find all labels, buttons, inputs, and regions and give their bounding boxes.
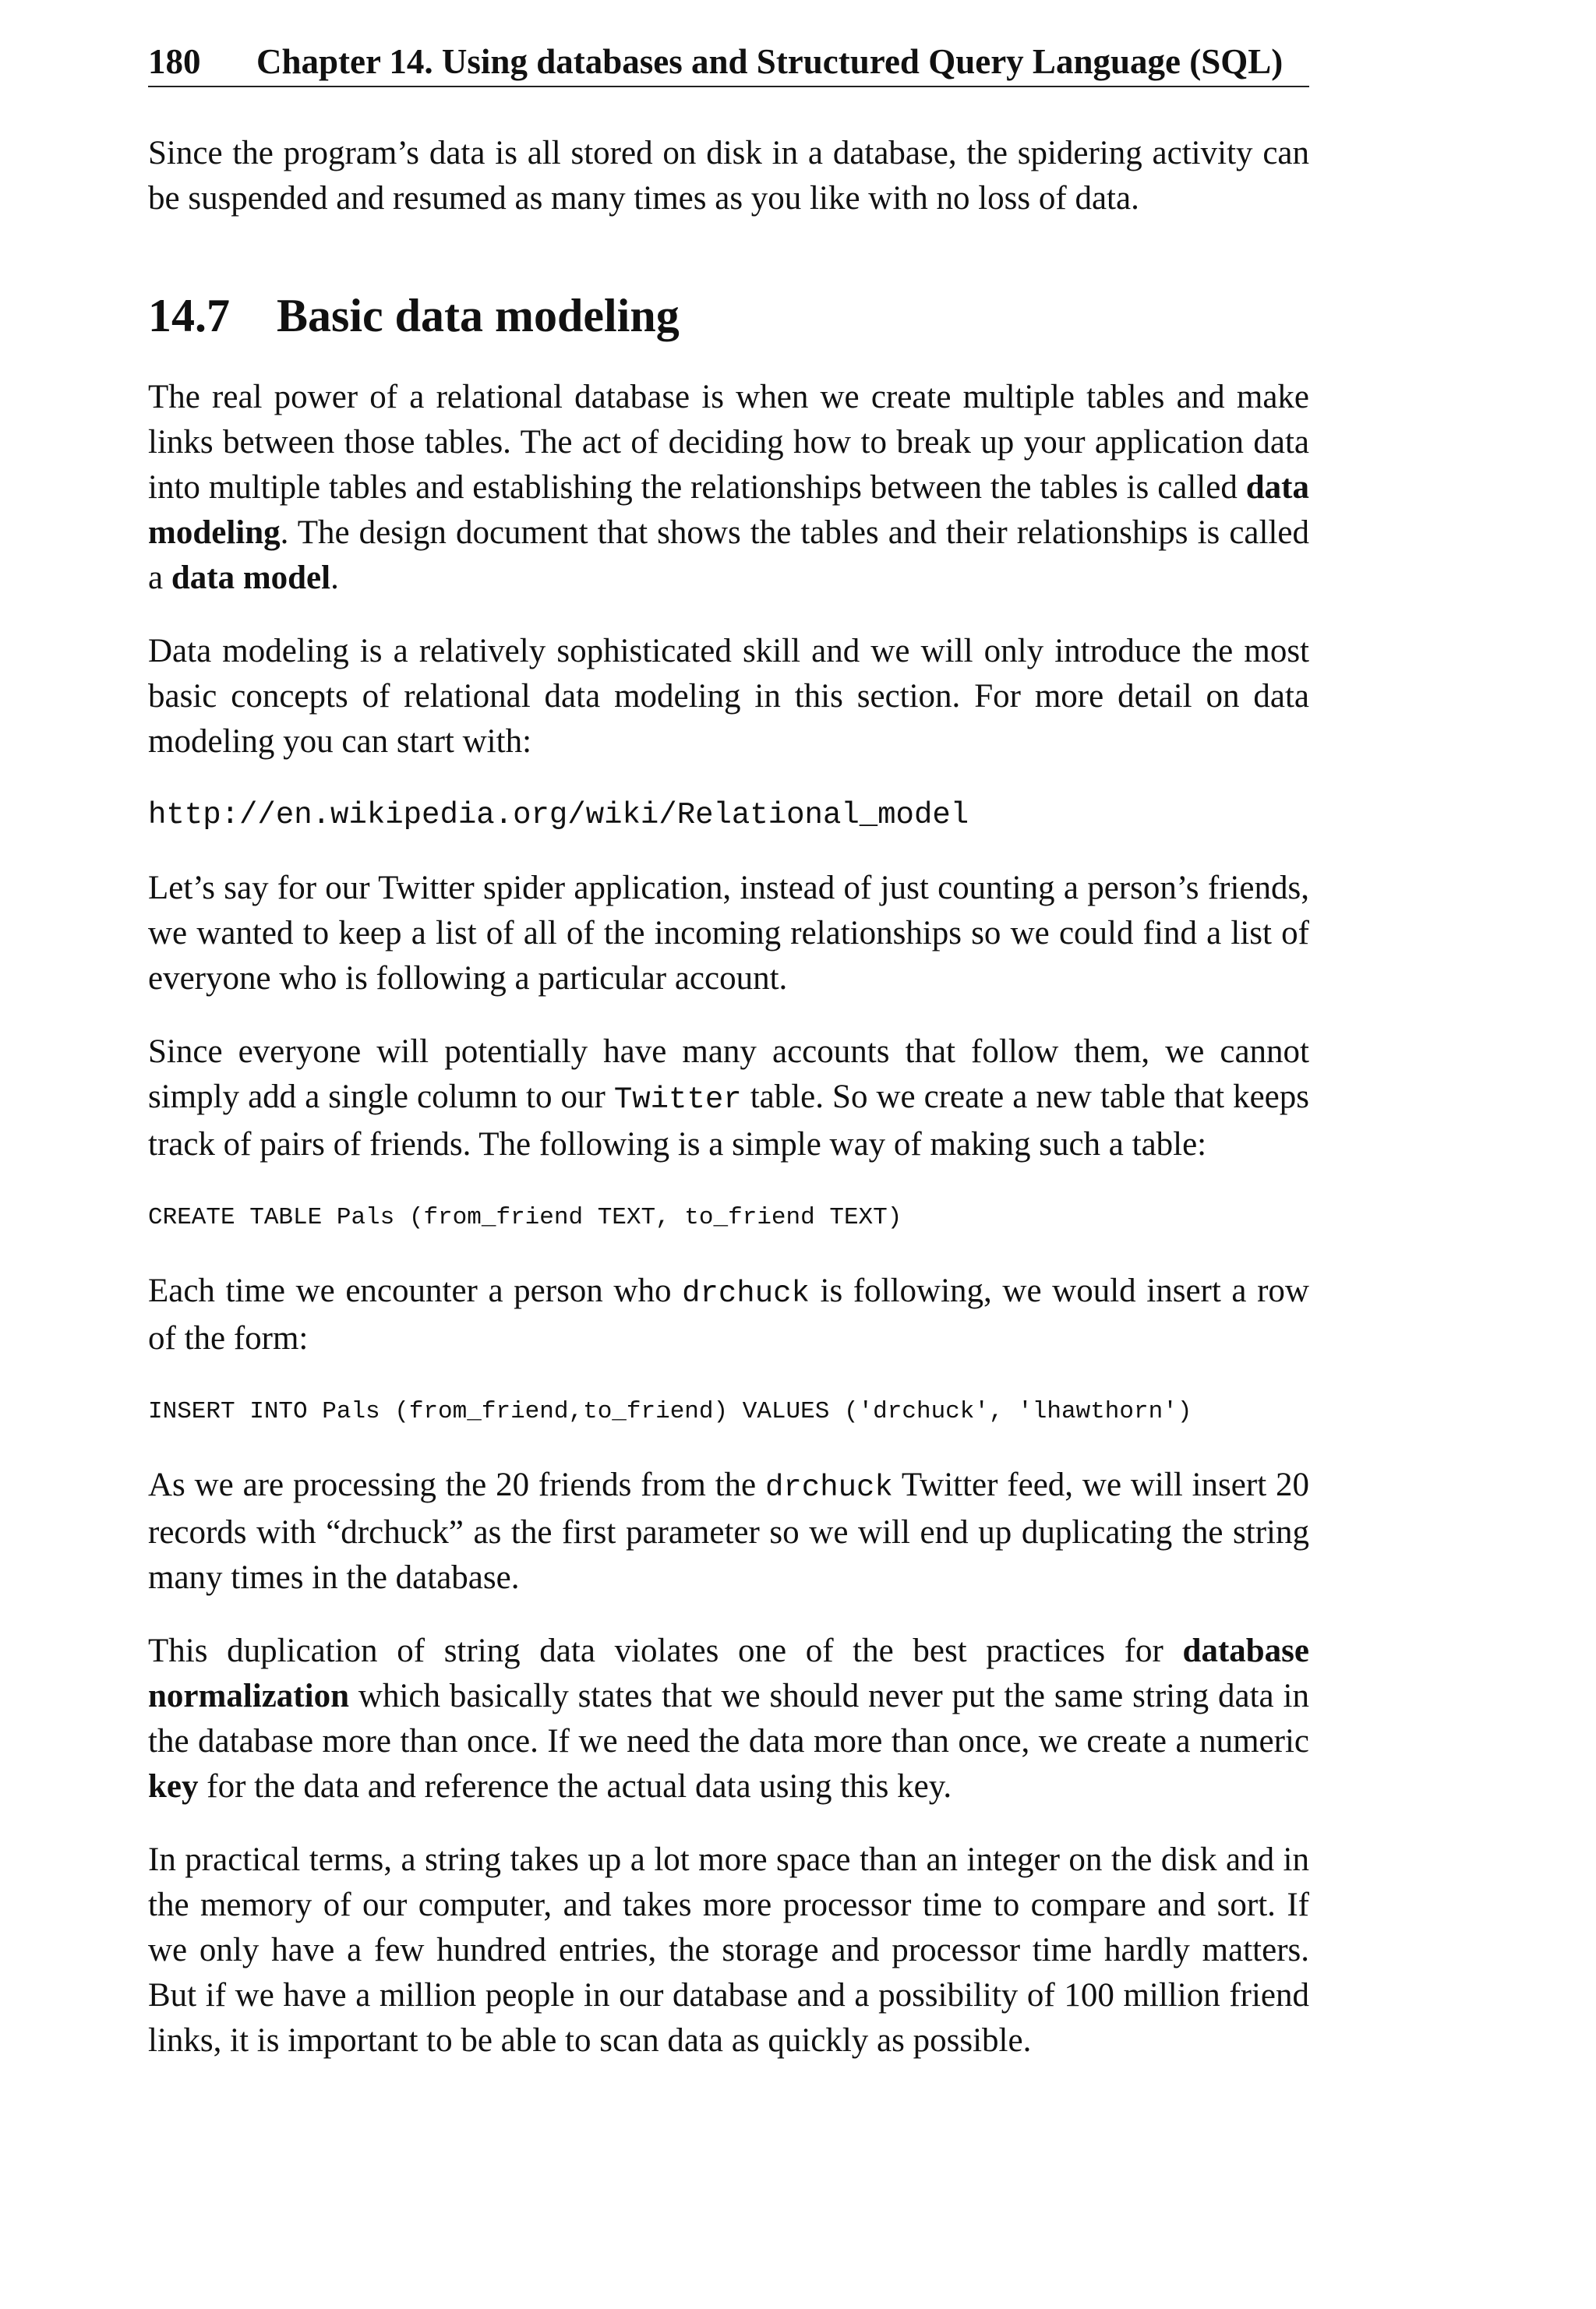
- section-number: 14.7: [148, 290, 230, 341]
- text-run: table. So we create a new table that keeps track of pairs of friends. The following is a simple way of making such a table:: [148, 1079, 1309, 1163]
- text-run: is following, we would insert a row of the form:: [148, 1273, 1309, 1357]
- text-run: Since everyone will potentially have many accounts that follow them, we cannot simply add a single column to our: [148, 1033, 1309, 1115]
- paragraph-normalization: [148, 1629, 1309, 1809]
- code-insert: INSERT INTO Pals (from_friend,to_friend) VALUES ('drchuck', 'lhawthorn'): [148, 1398, 1192, 1425]
- paragraph-practical-terms: In practical terms, a string takes up a lot more space than an integer on the disk and in the memory of our computer, and takes more processor time to compare and sort. If we only have a few hundred entries, the storage and processor time hardly matters. But if we have a million people in our database and a possibility of 100 million friend links, it is important to be able to scan data as quickly as possible.: [148, 1841, 1309, 2059]
- page-body: [148, 131, 1309, 2092]
- paragraph-twitter-spider: Let’s say for our Twitter spider application, instead of just counting a person’s friends, we wanted to keep a list of all of the incoming relationships so we could find a list of everyone who is following a particular account.: [148, 870, 1309, 997]
- paragraph-processing-friends: [148, 1463, 1309, 1601]
- inline-code: drchuck: [682, 1276, 810, 1311]
- page-number: 180: [148, 42, 201, 81]
- paragraph-new-table: [148, 1029, 1309, 1167]
- bold-term: database normalization: [148, 1633, 1309, 1714]
- bold-term: data modeling: [148, 469, 1309, 551]
- bold-term: data model: [171, 560, 331, 596]
- text-run: . The design document that shows the tables and their relationships is called a: [148, 514, 1309, 596]
- section-heading: [148, 249, 1309, 375]
- chapter-title: Chapter 14. Using databases and Structured Query Language (SQL): [256, 42, 1284, 81]
- text-run: .: [330, 560, 339, 596]
- intro-paragraph: Since the program’s data is all stored on disk in a database, the spidering activity can be suspended and resumed as many times as you like with no loss of data.: [148, 135, 1309, 217]
- text-run: This duplication of string data violates one of the best practices for: [148, 1633, 1183, 1669]
- text-run: which basically states that we should never put the same string data in the database more than once. If we need the data more than once, we create a numeric: [148, 1678, 1309, 1760]
- text-run: As we are processing the 20 friends from the: [148, 1467, 765, 1503]
- running-header: [148, 34, 1309, 87]
- text-run: Each time we encounter a person who: [148, 1273, 683, 1309]
- wikipedia-url: http://en.wikipedia.org/wiki/Relational_model: [148, 798, 969, 832]
- section-title: Basic data modeling: [277, 290, 680, 341]
- paragraph-insert-row: [148, 1269, 1309, 1361]
- text-run: Twitter feed, we will insert 20 records with “drchuck” as the first parameter so we will end up duplicating the string many times in the database.: [148, 1467, 1309, 1596]
- paragraph-sophisticated-skill: Data modeling is a relatively sophisticated skill and we will only introduce the most basic concepts of relational data modeling in this section. For more detail on data modeling you can start with:: [148, 633, 1309, 760]
- code-create-table: CREATE TABLE Pals (from_friend TEXT, to_friend TEXT): [148, 1204, 902, 1231]
- text-run: for the data and reference the actual data using this key.: [198, 1768, 952, 1805]
- paragraph-data-modeling: [148, 375, 1309, 601]
- bold-term: key: [148, 1768, 199, 1805]
- inline-code: drchuck: [765, 1470, 893, 1505]
- inline-code: Twitter: [613, 1082, 742, 1117]
- text-run: The real power of a relational database is when we create multiple tables and make links between those tables. The act of deciding how to break up your application data into multiple tables and establishing the relationships between the tables is called: [148, 379, 1309, 506]
